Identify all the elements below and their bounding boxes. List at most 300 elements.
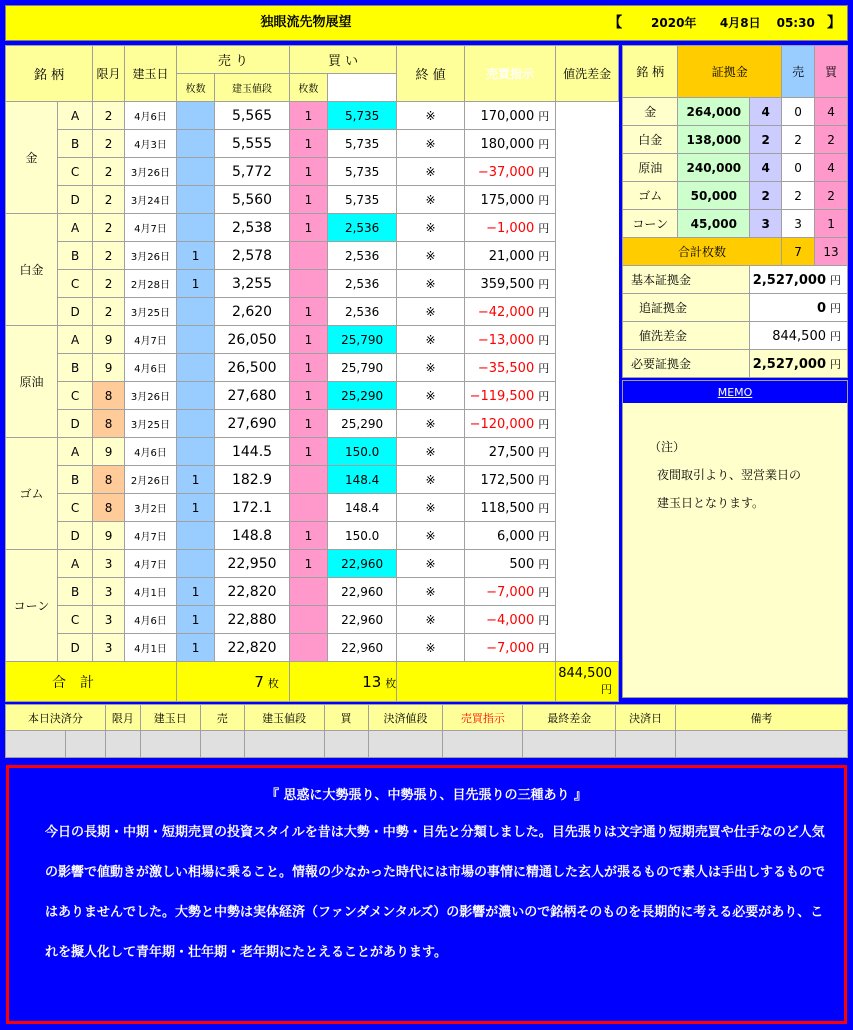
row-date: 4月6日 [124,102,176,130]
row-close: 25,790 [327,326,396,354]
row-buy-qty [289,634,327,662]
row-close: 2,536 [327,214,396,242]
row-key: B [58,242,93,270]
row-close: 150.0 [327,522,396,550]
row-key: C [58,270,93,298]
total-net: 844,500円 [556,662,619,702]
row-buy-qty [289,242,327,270]
margin-name: 金 [623,98,678,126]
margin-amount: 50,000 [678,182,750,210]
margin-row [623,98,848,126]
header-baibai: 売買指示 [464,46,556,102]
row-buy-qty: 1 [289,102,327,130]
side-header-shokokin: 証拠金 [678,46,782,98]
position-row [6,494,619,522]
row-sell-qty [177,214,215,242]
row-close: 25,290 [327,410,396,438]
position-row [6,522,619,550]
kihon-label: 基本証拠金 [623,266,750,294]
row-close: 2,536 [327,270,396,298]
row-signal: ※ [397,214,464,242]
side-header-uri: 売 [782,46,815,98]
row-date: 4月7日 [124,550,176,578]
row-buy-qty: 1 [289,354,327,382]
row-gengetsu: 2 [93,242,125,270]
memo-body [623,403,847,517]
row-close: 5,735 [327,102,396,130]
row-key: D [58,522,93,550]
row-key: C [58,158,93,186]
commentary-panel [6,765,847,1024]
total-label: 合 計 [6,662,177,702]
row-gengetsu: 2 [93,102,125,130]
row-price: 3,255 [215,270,290,298]
row-price: 5,555 [215,130,290,158]
header-uri: 売 り [177,46,290,74]
nesen-label: 値洗差金 [623,322,750,350]
row-sell-qty [177,410,215,438]
row-gengetsu: 3 [93,606,125,634]
position-row [6,130,619,158]
memo-panel [622,380,848,698]
margin-buy: 2 [815,182,848,210]
row-close: 25,790 [327,354,396,382]
row-key: A [58,438,93,466]
margin-buy: 2 [815,126,848,154]
row-gengetsu: 2 [93,214,125,242]
row-price: 5,772 [215,158,290,186]
row-sell-qty [177,550,215,578]
margin-qty: 2 [750,126,782,154]
position-row [6,186,619,214]
row-signal: ※ [397,102,464,130]
row-gengetsu: 9 [93,522,125,550]
row-close: 150.0 [327,438,396,466]
row-net: −1,000 円 [464,214,556,242]
col-tategyoku-nedan: 建玉値段 [244,705,324,731]
row-signal: ※ [397,606,464,634]
memo-note: （注） [649,440,686,454]
header-nesen: 値洗差金 [556,46,619,102]
row-key: D [58,410,93,438]
row-buy-qty [289,578,327,606]
row-price: 2,578 [215,242,290,270]
row-sell-qty [177,382,215,410]
position-row [6,466,619,494]
row-net: 359,500 円 [464,270,556,298]
row-signal: ※ [397,158,464,186]
commentary-body: 今日の長期・中期・短期売買の投資スタイルを昔は大勢・中勢・目先と分類しました。目先張りは文字通り短期売買や仕手なのど人気の影響で値動きが激しい相場に乗ること。情報の少なかった時代には市場の事情に精通した玄人が張るもので素人は手出しするものではありませんでした。大勢と中勢は実体経済（ファンダメンタルズ）の影響が濃いので銘柄そのものを長期的に考える必要があり、これを擬人化して青年期・壮年期・老年期にたとえることがあります。 [45,825,826,960]
total-buy: 13 枚 [289,662,396,702]
row-sell-qty [177,158,215,186]
row-signal: ※ [397,634,464,662]
side-total-sell: 7 [782,238,815,266]
margin-name: ゴム [623,182,678,210]
row-gengetsu: 8 [93,466,125,494]
header-row [6,46,619,74]
row-sell-qty [177,298,215,326]
title-bar [5,5,848,41]
row-sell-qty [177,438,215,466]
row-date: 3月24日 [124,186,176,214]
date-monthday: 4月8日 [719,16,761,30]
row-gengetsu: 8 [93,382,125,410]
row-date: 3月26日 [124,382,176,410]
row-key: C [58,494,93,522]
col-biko: 備考 [676,705,848,731]
row-sell-qty [177,186,215,214]
row-close: 22,960 [327,578,396,606]
row-price: 26,500 [215,354,290,382]
group-name: 白金 [6,214,58,326]
settlement-row [6,731,848,758]
row-buy-qty: 1 [289,550,327,578]
col-baibai: 売買指示 [443,705,523,731]
side-header-kai: 買 [815,46,848,98]
position-row [6,550,619,578]
row-buy-qty [289,494,327,522]
page-title: 独眼流先物展望 [260,15,352,30]
row-gengetsu: 8 [93,410,125,438]
row-gengetsu: 2 [93,158,125,186]
margin-sell: 2 [782,126,815,154]
row-key: A [58,326,93,354]
row-close: 25,290 [327,382,396,410]
tsui-value: 0 円 [750,294,848,322]
row-close: 22,960 [327,634,396,662]
row-price: 22,820 [215,578,290,606]
row-net: 118,500 円 [464,494,556,522]
row-net: −120,000 円 [464,410,556,438]
margin-name: 原油 [623,154,678,182]
row-net: −4,000 円 [464,606,556,634]
row-date: 4月1日 [124,578,176,606]
row-signal: ※ [397,326,464,354]
row-sell-qty: 1 [177,466,215,494]
row-net: −7,000 円 [464,634,556,662]
row-date: 2月26日 [124,466,176,494]
row-net: 500 円 [464,550,556,578]
row-signal: ※ [397,410,464,438]
position-row [6,606,619,634]
row-key: A [58,550,93,578]
row-gengetsu: 3 [93,634,125,662]
margin-name: コーン [623,210,678,238]
header-tategyoku-nedan: 建玉値段 [215,74,290,102]
margin-table [622,45,848,378]
row-gengetsu: 2 [93,298,125,326]
position-row [6,382,619,410]
position-row [6,410,619,438]
row-buy-qty [289,606,327,634]
commentary-title: 『 思惑に大勢張り、中勢張り、目先張りの三種あり 』 [265,788,588,803]
row-price: 27,690 [215,410,290,438]
row-buy-qty: 1 [289,298,327,326]
margin-qty: 4 [750,154,782,182]
row-date: 4月1日 [124,634,176,662]
margin-qty: 2 [750,182,782,210]
row-close: 5,735 [327,186,396,214]
header-kai: 買 い [289,46,396,74]
memo-line-2: 建玉日となります。 [657,496,765,510]
row-price: 5,560 [215,186,290,214]
total-row [6,662,619,702]
row-gengetsu: 9 [93,326,125,354]
margin-amount: 45,000 [678,210,750,238]
row-close: 5,735 [327,130,396,158]
row-gengetsu: 2 [93,270,125,298]
memo-link[interactable]: MEMO [717,386,753,399]
row-signal: ※ [397,382,464,410]
margin-sell: 0 [782,154,815,182]
row-sell-qty: 1 [177,578,215,606]
margin-sell: 3 [782,210,815,238]
row-gengetsu: 2 [93,186,125,214]
row-key: C [58,606,93,634]
row-signal: ※ [397,438,464,466]
header-gengetsu: 限月 [93,46,125,102]
group-name: 原油 [6,326,58,438]
row-price: 2,538 [215,214,290,242]
margin-amount: 264,000 [678,98,750,126]
position-row [6,158,619,186]
row-net: −35,500 円 [464,354,556,382]
row-date: 2月28日 [124,270,176,298]
col-kessaibi: 決済日 [616,705,676,731]
col-honjitsu: 本日決済分 [6,705,106,731]
row-gengetsu: 3 [93,578,125,606]
row-net: −119,500 円 [464,382,556,410]
row-net: 6,000 円 [464,522,556,550]
row-close: 2,536 [327,242,396,270]
row-signal: ※ [397,130,464,158]
position-row [6,214,619,242]
row-signal: ※ [397,522,464,550]
row-price: 27,680 [215,382,290,410]
row-price: 148.8 [215,522,290,550]
side-total-buy: 13 [815,238,848,266]
row-date: 4月6日 [124,354,176,382]
row-buy-qty: 1 [289,522,327,550]
margin-buy: 4 [815,154,848,182]
row-close: 22,960 [327,606,396,634]
row-gengetsu: 2 [93,130,125,158]
row-buy-qty [289,270,327,298]
row-net: 27,500 円 [464,438,556,466]
date-year: 2020年 [651,16,697,30]
total-sell: 7 枚 [177,662,290,702]
row-sell-qty [177,326,215,354]
side-header-meigara: 銘 柄 [623,46,678,98]
row-net: −37,000 円 [464,158,556,186]
row-key: B [58,354,93,382]
row-buy-qty [289,466,327,494]
margin-row [623,154,848,182]
row-date: 3月26日 [124,242,176,270]
margin-row [623,210,848,238]
row-date: 4月7日 [124,326,176,354]
row-signal: ※ [397,494,464,522]
col-tategyokubi: 建玉日 [140,705,200,731]
row-signal: ※ [397,298,464,326]
position-row [6,578,619,606]
row-signal: ※ [397,242,464,270]
settlement-header [6,705,848,731]
row-price: 26,050 [215,326,290,354]
row-buy-qty: 1 [289,382,327,410]
row-sell-qty: 1 [177,606,215,634]
row-price: 2,620 [215,298,290,326]
row-sell-qty [177,130,215,158]
position-row [6,242,619,270]
row-buy-qty: 1 [289,326,327,354]
row-price: 172.1 [215,494,290,522]
row-signal: ※ [397,578,464,606]
row-key: B [58,466,93,494]
header-meigara: 銘 柄 [6,46,93,102]
nesen-value: 844,500 円 [750,322,848,350]
hitsuyo-label: 必要証拠金 [623,350,750,378]
memo-line-1: 夜間取引より、翌営業日の [657,468,802,482]
date-display [608,6,841,40]
position-row [6,634,619,662]
row-net: 175,000 円 [464,186,556,214]
row-close: 5,735 [327,158,396,186]
row-price: 144.5 [215,438,290,466]
row-net: 180,000 円 [464,130,556,158]
row-date: 4月6日 [124,438,176,466]
row-date: 3月2日 [124,494,176,522]
row-key: B [58,130,93,158]
row-buy-qty: 1 [289,410,327,438]
row-sell-qty [177,354,215,382]
col-uri: 売 [200,705,244,731]
row-close: 148.4 [327,466,396,494]
row-key: D [58,298,93,326]
margin-qty: 4 [750,98,782,126]
group-name: 金 [6,102,58,214]
row-price: 182.9 [215,466,290,494]
row-net: 170,000 円 [464,102,556,130]
margin-buy: 4 [815,98,848,126]
margin-buy: 1 [815,210,848,238]
row-date: 4月7日 [124,522,176,550]
row-date: 4月3日 [124,130,176,158]
margin-name: 白金 [623,126,678,154]
margin-sell: 2 [782,182,815,210]
bracket-open: 【 [608,15,623,31]
row-buy-qty: 1 [289,158,327,186]
row-buy-qty: 1 [289,438,327,466]
row-key: B [58,578,93,606]
row-price: 5,565 [215,102,290,130]
row-close: 2,536 [327,298,396,326]
row-sell-qty: 1 [177,634,215,662]
margin-qty: 3 [750,210,782,238]
position-row [6,326,619,354]
position-row [6,102,619,130]
header-tategyokubi: 建玉日 [124,46,176,102]
row-sell-qty: 1 [177,494,215,522]
side-total-label: 合計枚数 [623,238,782,266]
row-signal: ※ [397,186,464,214]
row-buy-qty: 1 [289,186,327,214]
date-time: 05:30 [776,16,815,30]
margin-sell: 0 [782,98,815,126]
row-net: −13,000 円 [464,326,556,354]
row-gengetsu: 8 [93,494,125,522]
hitsuyo-value: 2,527,000 円 [750,350,848,378]
row-signal: ※ [397,466,464,494]
margin-amount: 138,000 [678,126,750,154]
row-gengetsu: 9 [93,354,125,382]
row-signal: ※ [397,354,464,382]
col-kai: 買 [324,705,368,731]
col-kessai-nedan: 決済値段 [368,705,443,731]
row-key: A [58,214,93,242]
row-net: −7,000 円 [464,578,556,606]
position-row [6,354,619,382]
position-row [6,298,619,326]
row-signal: ※ [397,550,464,578]
row-gengetsu: 3 [93,550,125,578]
bracket-close: 】 [827,15,841,31]
row-sell-qty: 1 [177,242,215,270]
row-sell-qty [177,522,215,550]
row-price: 22,820 [215,634,290,662]
row-sell-qty: 1 [177,270,215,298]
group-name: ゴム [6,438,58,550]
row-gengetsu: 9 [93,438,125,466]
kihon-value: 2,527,000 円 [750,266,848,294]
row-sell-qty [177,102,215,130]
header-kai-maisu: 枚数 [289,74,327,102]
positions-table [5,45,619,702]
row-price: 22,880 [215,606,290,634]
row-date: 4月6日 [124,606,176,634]
row-close: 22,960 [327,550,396,578]
row-key: D [58,186,93,214]
row-key: D [58,634,93,662]
row-buy-qty: 1 [289,130,327,158]
row-key: A [58,102,93,130]
row-key: C [58,382,93,410]
settlement-table [5,704,848,758]
col-gengetsu: 限月 [105,705,140,731]
row-net: 172,500 円 [464,466,556,494]
row-price: 22,950 [215,550,290,578]
row-net: −42,000 円 [464,298,556,326]
row-close: 148.4 [327,494,396,522]
group-name: コーン [6,550,58,662]
header-uri-maisu: 枚数 [177,74,215,102]
row-signal: ※ [397,270,464,298]
position-row [6,270,619,298]
header-owarine: 終 値 [397,46,464,102]
tsui-label: 追証拠金 [623,294,750,322]
row-date: 3月25日 [124,410,176,438]
row-net: 21,000 円 [464,242,556,270]
col-saishu-sakin: 最終差金 [523,705,616,731]
margin-row [623,126,848,154]
row-date: 3月26日 [124,158,176,186]
row-buy-qty: 1 [289,214,327,242]
row-date: 4月7日 [124,214,176,242]
margin-row [623,182,848,210]
margin-amount: 240,000 [678,154,750,182]
position-row [6,438,619,466]
row-date: 3月25日 [124,298,176,326]
